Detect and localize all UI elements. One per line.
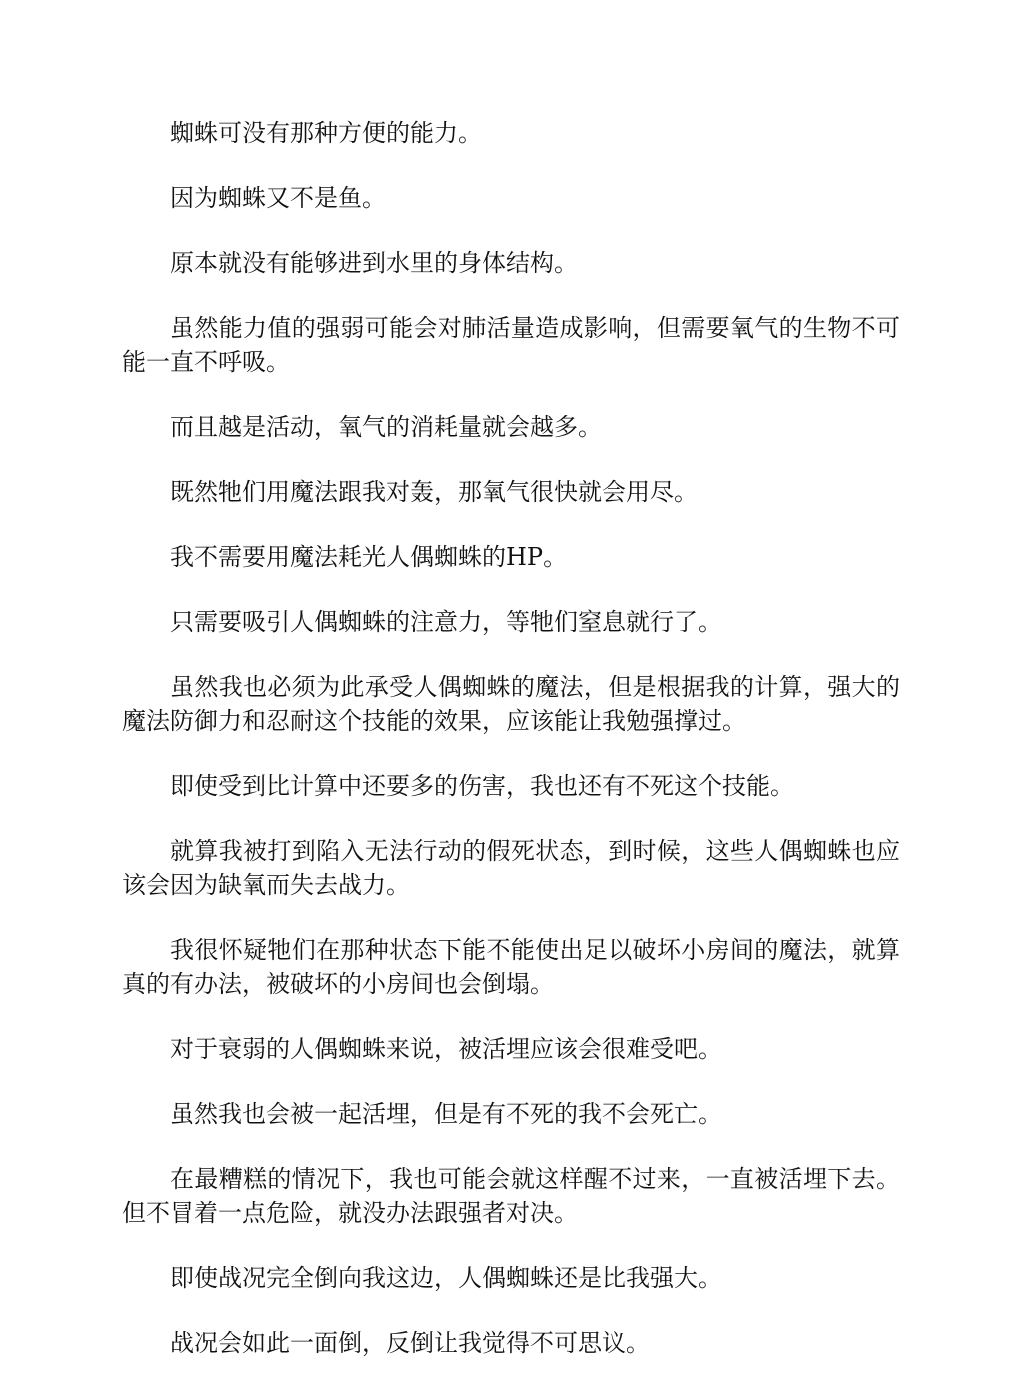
paragraph: 虽然我也会被一起活埋，但是有不死的我不会死亡。 [170,1100,722,1128]
document-body [122,116,900,1391]
paragraph: 因为蜘蛛又不是鱼。 [170,184,386,212]
paragraph: 就算我被打到陷入无法行动的假死状态，到时候，这些人偶蜘蛛也应该会因为缺氧而失去战力。 [122,837,900,899]
paragraph: 既然牠们用魔法跟我对轰，那氧气很快就会用尽。 [170,478,698,506]
paragraph: 而且越是活动，氧气的消耗量就会越多。 [170,413,602,441]
paragraph: 虽然我也必须为此承受人偶蜘蛛的魔法，但是根据我的计算，强大的魔法防御力和忍耐这个技能的效果，应该能让我勉强撑过。 [122,673,900,735]
paragraph: 我很怀疑牠们在那种状态下能不能使出足以破坏小房间的魔法，就算真的有办法，被破坏的小房间也会倒塌。 [122,936,900,998]
paragraph: 我不需要用魔法耗光人偶蜘蛛的HP。 [170,543,568,571]
paragraph: 在最糟糕的情况下，我也可能会就这样醒不过来，一直被活埋下去。但不冒着一点危险，就没办法跟强者对决。 [122,1165,900,1227]
paragraph: 原本就没有能够进到水里的身体结构。 [170,249,578,277]
paragraph: 即使战况完全倒向我这边，人偶蜘蛛还是比我强大。 [170,1264,722,1292]
paragraph: 虽然能力值的强弱可能会对肺活量造成影响，但需要氧气的生物不可能一直不呼吸。 [122,314,900,376]
paragraph: 战况会如此一面倒，反倒让我觉得不可思议。 [170,1329,650,1357]
paragraph: 只需要吸引人偶蜘蛛的注意力，等牠们窒息就行了。 [170,608,722,636]
paragraph: 蜘蛛可没有那种方便的能力。 [170,119,482,147]
paragraph: 对于衰弱的人偶蜘蛛来说，被活埋应该会很难受吧。 [170,1035,722,1063]
paragraph: 即使受到比计算中还要多的伤害，我也还有不死这个技能。 [170,772,794,800]
